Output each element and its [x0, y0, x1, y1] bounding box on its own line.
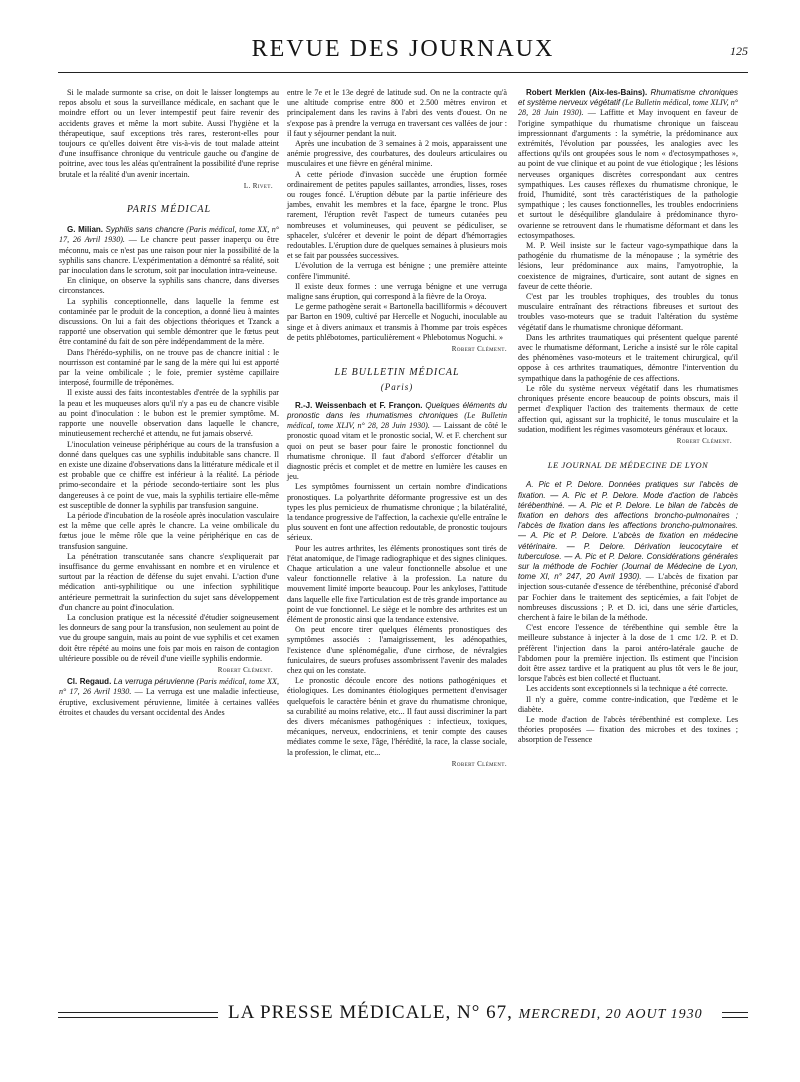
- paragraph: Dans les arthrites traumatiques qui présentent quelque parenté avec le rhumatisme déformant, Leriche a insisté sur le rôle capital des phénomènes vaso-moteurs et le traitement chirurgical, qu'il oppose à ces arthrites traumatiques, démontre l'intervention du sympathique dans la pathogénie de ces affections.: [518, 332, 738, 383]
- paragraph: Le rôle du système nerveux végétatif dans les rhumatismes chroniques présente encore beaucoup de points obscurs, mais il permet d'expliquer l'action des traitements thermaux de cette affection qui, agissant sur la trophicité, le tonus musculaire et la sudation, modifient les régimes vasomoteurs généraux et locaux.: [518, 383, 738, 434]
- signature: Robert Clément.: [217, 665, 273, 674]
- paragraph: Il existe aussi des faits incontestables d'entrée de la syphilis par la peau et les muqueuses alors qu'il n'y a pas eu de chancre visible au point d'inoculation : le bubon est le premier symptôme. M. rapporte une nouvelle observation dans laquelle le chancre, minutieusement recherché et attendu, ne fut jamais observé.: [59, 388, 279, 439]
- signature: L. Rivet.: [243, 181, 273, 190]
- paragraph: En clinique, on observe la syphilis sans chancre, dans diverses circonstances.: [59, 276, 279, 296]
- paragraph: Les symptômes fournissent un certain nombre d'indications pronostiques. La polyarthrite déformante progressive est un des types les plus pernicieux de rhumatisme chronique ; la bilatéralité, la tendance progressive de l'affection, la cachexie qu'elle entraîne le plus souvent en font une affection redoutable, de pronostic toujours sérieux.: [287, 482, 507, 543]
- column-3: [518, 88, 738, 746]
- paragraph: A cette période d'invasion succède une éruption formée ordinairement de petites papules saillantes, arrondies, lisses, roses ou rouges foncé. L'éruption débute par la partie inférieure des jambes, envahit les membres et la face, épargne le tronc. Plus rarement, l'éruption revêt l'aspect de tumeurs cutanées peu nombreuses et volumineuses, qui peuvent se pédiculiser, se sphaceler, s'ulcérer et devenir le point de départ d'hémorragies redoutables. L'éruption dure de quelques semaines à plusieurs mois et se fait par poussées successives.: [287, 169, 507, 261]
- footer-journal-line: [228, 1002, 703, 1024]
- section-heading-bulletin-medical: LE BULLETIN MÉDICAL: [334, 367, 460, 379]
- paragraph: L'évolution de la verruga est bénigne ; une première atteinte confère l'immunité.: [287, 261, 507, 281]
- article-lead: Cl. Regaud. La verruga péruvienne (Paris médical, tome XX, n° 17, 26 Avril 1930. — La verruga est une maladie infectieuse, éruptive, exclusivement péruvienne, limitée à certaines vallées étroites et chaudes du versant occidental des Andes: [59, 677, 280, 717]
- signature: Robert Clément.: [676, 436, 732, 445]
- paragraph: Le germe pathogène serait « Bartonella bacilliformis » découvert par Barton en 1909, cultivé par Hercelle et Noguchi, inoculable au singe et à divers animaux et transmis à l'homme par trois espèces de petits phlébotomes, particulièrement « Phlebotomus Noguchi. »: [287, 302, 507, 342]
- paragraph: Si le malade surmonte sa crise, on doit le laisser longtemps au repos absolu et sous la surveillance médicale, en sachant que le moindre effort ou un lever intempestif peut faire revenir des accidents graves et même la mort subite. Aussi l'hygiène et la thérapeutique, sauf exceptions très rares, resteront-elles pour toujours ce qu'elles doivent être vis-à-vis de tout malade atteint d'une insuffisance chronique du ventricule gauche ou d'angine de poitrine, avec tous les aléas qu'entraînent la possibilité d'une reprise brutale et la réalité d'un avenir incertain.: [59, 88, 279, 179]
- header-rule: [58, 72, 748, 73]
- paragraph: C'est encore l'essence de térébenthine qui semble être la meilleure substance à injecter à la dose de 1 cmc 1/2. P. et D. préfèrent l'injection dans la paroi antéro-latérale gauche de l'abdomen pour la première injection. Ils estiment que l'incision doit être assez tardive et la pratiquent au plus tôt vers le 8e jour, lorsque l'abcès est bien collecté et fluctuant.: [518, 623, 738, 684]
- article-lead: Robert Merklen (Aix-les-Bains). Rhumatisme chroniques et système nerveux végétatif (Le Bulletin médical, tome XLIV, n° 28, 28 Juin 1930). — Laffitte et May invoquent en faveur de l'origine sympathique du rhumatisme chronique un faisceau impressionnant d'arguments : la symétrie, la prédominance aux extrémités, l'évolution par poussées, les analogies avec les affections qu'ils ont groupées sous le nom « d'ectosympathoses », au point de vue clinique et au point de vue étiologique ; les lésions nerveuses organiques discrètes correspondant aux centres sympathiques. Les causes réflexes du rhumatisme chronique, le froid, l'humidité, sont très caractéristiques de la pathologie sympathique ; les causes fonctionnelles, les troubles endocriniens et surtout le déséquilibre glandulaire à prédominance thyro-ovarienne se retrouvent dans le rhumatisme déformant et dans les ectosympathoses.: [518, 88, 739, 240]
- paragraph: Les accidents sont exceptionnels si la technique a été correcte.: [526, 684, 728, 694]
- footer-issue: N° 67,: [457, 1002, 513, 1023]
- article-lead: A. Pic et P. Delore. Données pratiques sur l'abcès de fixation. — A. Pic et P. Delore. Mode d'action de l'abcès térébenthiné. — A. Pic et P. Delore. Le bilan de l'abcès de fixation en dehors des affections broncho-pulmonaires ; l'abcès de fixation dans les affections broncho-pulmonaires. — A. Pic et P. Delore. L'abcès de fixation en médecine vétérinaire. — P. Delore. Dérivation leucocytaire et tuberculose. — A. Pic et P. Delore. Considérations générales sur la méthode de Fochier (Journal de Médecine de Lyon, tome XI, n° 247, 20 Avril 1930). — L'abcès de fixation par injection sous-cutanée d'essence de térébenthine, préconisé d'abord par Fochier dans le traitement des septicémies, a fait l'objet de nombreuses discussions ; P. et D. ici, dans une série d'articles, cherchent à faire le bilan de la méthode.: [518, 480, 738, 622]
- paragraph: La syphilis conceptionnelle, dans laquelle la femme est contaminée par le produit de la conception, a donné lieu à maintes discussions. On lui a fait des objections théoriques et Tzanck a rapporté une observation qui semble démontrer que le fœtus peut être contaminé du fait de son père indépendamment de la mère.: [59, 296, 279, 347]
- section-heading-journal-lyon: LE JOURNAL DE MÉDECINE DE LYON: [547, 460, 709, 471]
- page-header: [58, 30, 748, 70]
- paragraph: Il n'y a guère, comme contre-indication, que l'œdème et le diabète.: [518, 694, 738, 714]
- paragraph: La période d'incubation de la roséole après inoculation vasculaire est la même que celle après le chancre. La veine ombilicale du fœtus joue le même rôle que la veine périphérique en cas de transfusion sanguine.: [59, 510, 279, 551]
- footer-rule-left: [58, 1012, 218, 1018]
- paragraph: La conclusion pratique est la nécessité d'étudier soigneusement les donneurs de sang pour la transfusion, non seulement au point de vue du groupe sanguin, mais au point de vue syphilis et cet examen doit être répété au moins une fois par mois en raison de contagion ultérieure possible ou de réveil d'une vieille syphilis endormie.: [59, 612, 279, 663]
- column-1: [59, 88, 279, 718]
- paragraph: La pénétration transcutanée sans chancre s'expliquerait par insuffisance du germe envahissant en nombre et en virulence et surtout par la réaction de défense du sujet envahi. L'action d'une médication anti-syphilitique ou une infection syphilitique antérieure permettrait la surinfection du sujet sans développement d'un chancre au point d'inoculation.: [59, 551, 279, 612]
- section-heading-paris-medical: PARIS MÉDICAL: [126, 204, 212, 216]
- paragraph: entre le 7e et le 13e degré de latitude sud. On ne la contracte qu'à une altitude comprise entre 800 et 2.500 mètres environ et principalement dans les ravins à l'abri des vents d'ouest. On ne s'expose pas à prendre la verruga en traversant ces vallées de jour : il faut y séjourner pendant la nuit.: [287, 88, 507, 138]
- journal-section-title: REVUE DES JOURNAUX: [251, 36, 555, 62]
- page-footer: [58, 1002, 748, 1024]
- footer-date: MERCREDI, 20 AOUT 1930: [518, 1007, 703, 1022]
- paragraph: M. P. Weil insiste sur le facteur vago-sympathique dans la pathogénie du rhumatisme de la ménopause ; la symétrie des lésions, leur prédominance aux mains, l'amyotrophie, la coexistence de migraines, d'urticaire, sont autant de signes en faveur de cette théorie.: [518, 241, 738, 291]
- paragraph: L'inoculation veineuse périphérique au cours de la transfusion a donné dans quelques cas une syphilis indubitable sans chancre. Il en existe une dizaine d'observations dans la littérature médicale et il est probable que ce chiffre est inférieur à la réalité. La période primo-secondaire et la période secondo-tertiaire sont les plus dangereuses à ce point de vue, mais la syphilis tertiaire elle-même est susceptible de donner la syphilis par transfusion sanguine.: [59, 439, 279, 510]
- column-2: [287, 88, 507, 771]
- paragraph: C'est par les troubles trophiques, des troubles du tonus musculaire entraînant des rétractions fibreuses et surtout des troubles vaso-moteurs que se traduit l'altération du système végétatif dans le rhumatisme chronique déformant.: [518, 292, 738, 332]
- article-lead: R.-J. Weissenbach et F. Françon. Quelques éléments du pronostic dans les rhumatismes chroniques (Le Bulletin médical, tome XLIV, n° 28, 28 Juin 1930). — Laissant de côté le pronostic quoad vitam et le pronostic social, W. et F. cherchent sur quoi on peut se baser pour faire le pronostic fonctionnel du rhumatisme chronique. Il faut d'abord s'efforcer d'établir un diagnostic précis et complet et de mettre en lumière les causes en jeu.: [287, 400, 507, 482]
- footer-journal-name: LA PRESSE MÉDICALE,: [228, 1002, 452, 1023]
- paragraph: Pour les autres arthrites, les éléments pronostiques sont tirés de l'état anatomique, de l'image radiographique et des signes cliniques. Chaque articulation a une valeur fonctionnelle absolue et une valeur fonctionnelle relative à la profession. La nature du mouvement limité importe beaucoup. Pour les ankyloses, l'attitude dans laquelle elle fixe l'articulation est de très grande importance au point de vue fonctionnel. Le siège et le nombre des arthrites est un élément de pronostic ainsi que la tendance extensive.: [287, 543, 507, 624]
- paragraph: Le pronostic découle encore des notions pathogéniques et étiologiques. Les dominantes étiologiques permettent d'envisager quelquefois le caractère bénin et grave du rhumatisme chronique, sa curabilité au moins relative, etc... Il faut aussi discriminer la part des divers mécanismes pathogéniques : infectieux, toxiques, mécaniques, nerveux, endocriniens, et tenir compte des causes médiates comme le sexe, l'âge, l'hérédité, la race, la classe sociale, la profession, le climat, etc...: [287, 676, 507, 757]
- paragraph: On peut encore tirer quelques éléments pronostiques des symptômes associés : l'amaigrissement, les adénopathies, l'existence d'une splénomégalie, d'une cirrhose, de névralgies funiculaires, de sueurs profuses assombrissent l'avenir des malades chez qui on les constate.: [287, 625, 507, 675]
- article-lead: G. Milian. Syphilis sans chancre (Paris médical, tome XX, n° 17, 26 Avril 1930). — Le chancre peut passer inaperçu ou être méconnu, mais ce n'est pas une raison pour nier la possibilité de la syphilis sans chancre. L'expérimentation a démontré sa réalité, soit par inoculation dans le scrotum, soit par inoculation intra-veineuse.: [59, 225, 279, 276]
- signature: Robert Clément.: [451, 759, 507, 768]
- paragraph: Il existe deux formes : une verruga bénigne et une verruga maligne sans éruption, qui correspond à la fièvre de la Oroya.: [287, 281, 507, 302]
- section-subheading: (Paris): [380, 382, 414, 393]
- paragraph: Dans l'hérédo-syphilis, on ne trouve pas de chancre initial : le nourrisson est contaminé par le sang de la mère qui lui est apporté par la veine ombilicale ; le foie, premier système capillaire interposé, fourmille de tréponèmes.: [59, 347, 279, 388]
- paragraph: Le mode d'action de l'abcès térébenthiné est complexe. Les théories proposées — fixation des microbes et des toxines ; absorption de l'essence: [518, 714, 738, 745]
- paragraph: Après une incubation de 3 semaines à 2 mois, apparaissent une anémie progressive, des courbatures, des douleurs articulaires ou musculaires et une fièvre en général minime.: [287, 139, 507, 169]
- footer-rule-right: [722, 1012, 748, 1018]
- page-number: 125: [730, 44, 748, 58]
- signature: Robert Clément.: [451, 345, 507, 354]
